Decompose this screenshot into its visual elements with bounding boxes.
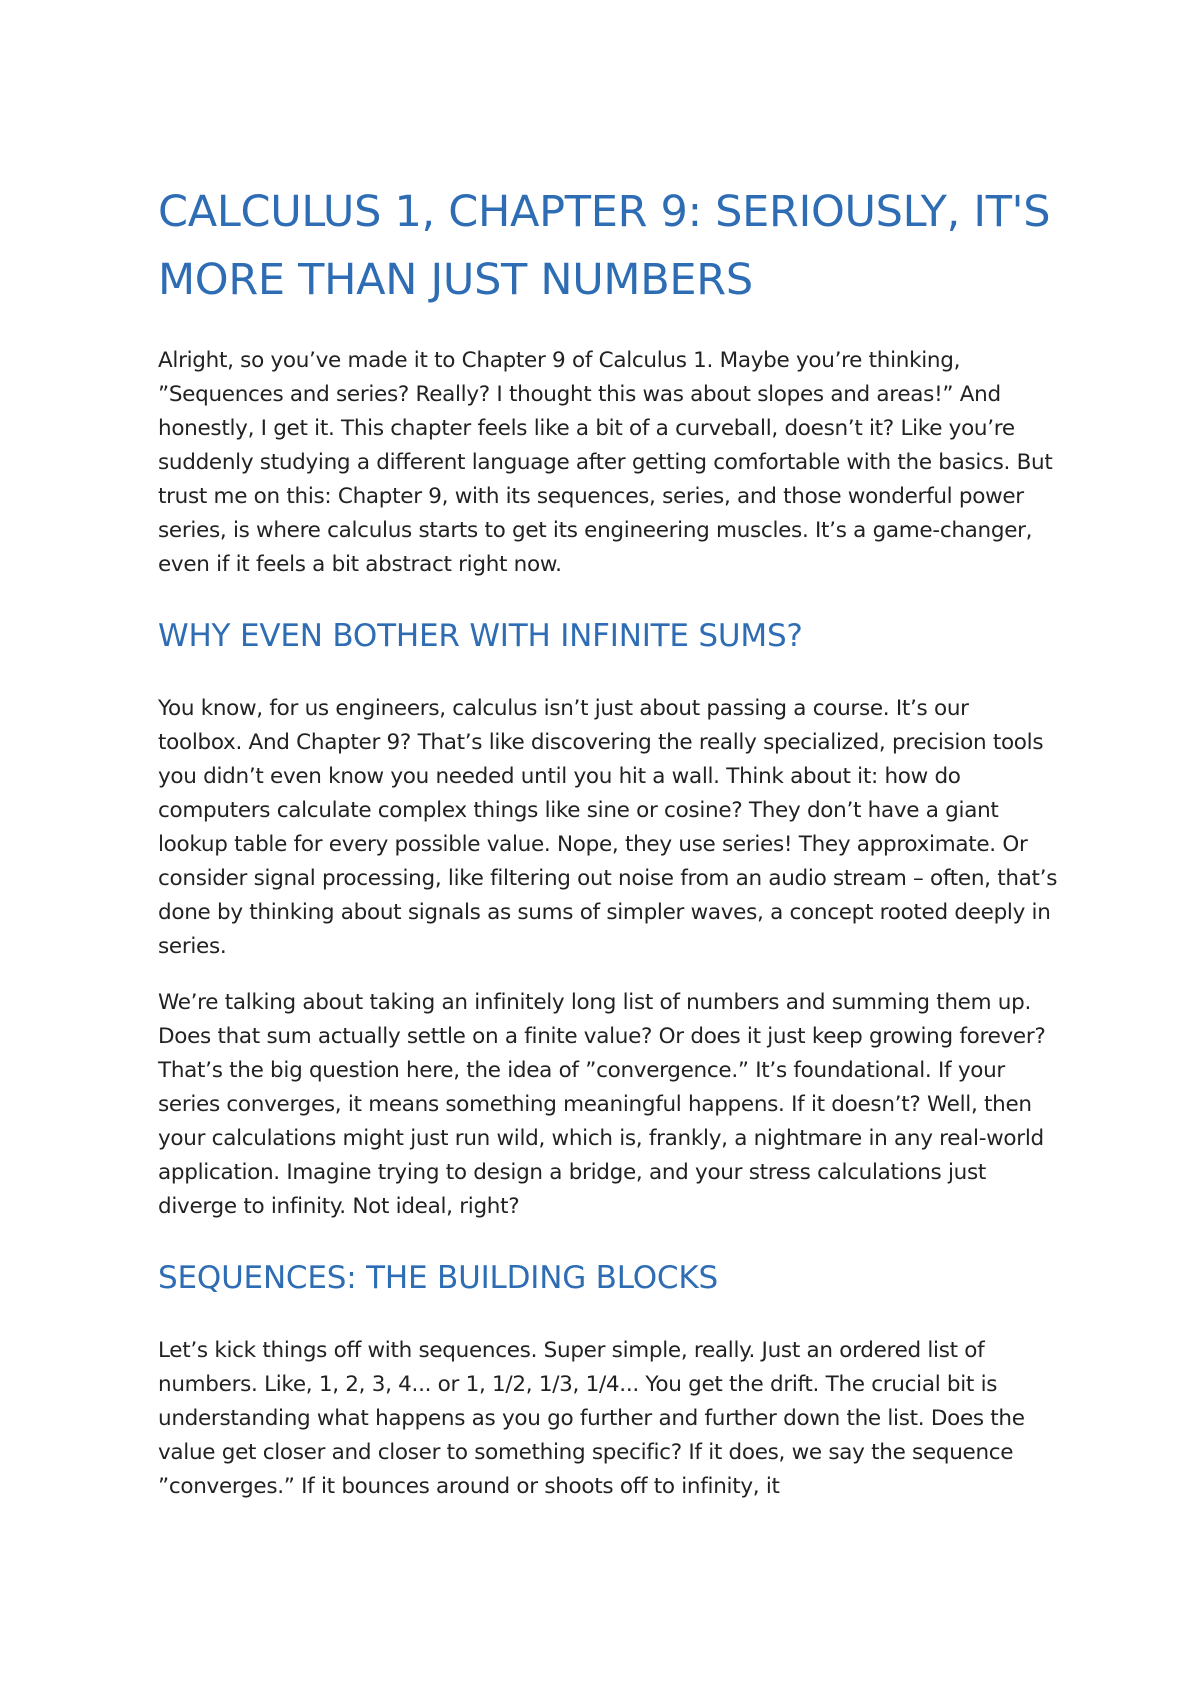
section-paragraph: You know, for us engineers, calculus isn’t just about passing a course. It’s our toolbox. And Chapter 9? That’s like discovering the really specialized, precision tools you didn’t even know you needed until you hit a wall. Think about it: how do computers calculate complex things like sine or cosine? They don’t have a giant lookup table for every possible value. Nope, they use series! They approximate. Or consider signal processing, like filtering out noise from an audio stream – often, that’s done by thinking about signals as sums of simpler waves, a concept rooted deeply in series. <box>158 696 1058 959</box>
document-page <box>158 178 1058 1504</box>
section-paragraph: We’re talking about taking an infinitely long list of numbers and summing them up. Does that sum actually settle on a finite value? Or does it just keep growing forever? That’s the big question here, the idea of ”convergence.” It’s foundational. If your series converges, it means something meaningful happens. If it doesn’t? Well, then your calculations might just run wild, which is, frankly, a nightmare in any real-world application. Imagine trying to design a bridge, and your stress calculations just diverge to infinity. Not ideal, right? <box>158 990 1046 1219</box>
section-heading-sequences: SEQUENCES: THE BUILDING BLOCKS <box>158 1260 718 1296</box>
section-paragraph: Let’s kick things off with sequences. Super simple, really. Just an ordered list of numbers. Like, 1, 2, 3, 4... or 1, 1/2, 1/3, 1/4... You get the drift. The crucial bit is understanding what happens as you go further and further down the list. Does the value get closer and closer to something specific? If it does, we say the sequence ”converges.” If it bounces around or shoots off to infinity, it <box>158 1338 1025 1499</box>
section-heading-infinite-sums: WHY EVEN BOTHER WITH INFINITE SUMS? <box>158 618 803 654</box>
intro-paragraph: Alright, so you’ve made it to Chapter 9 of Calculus 1. Maybe you’re thinking, ”Sequences and series? Really? I thought this was about slopes and areas!” And honestly, I get it. This chapter feels like a bit of a curveball, doesn’t it? Like you’re suddenly studying a different language after getting comfortable with the basics. But trust me on this: Chapter 9, with its sequences, series, and those wonderful power series, is where calculus starts to get its engineering muscles. It’s a game-changer, even if it feels a bit abstract right now. <box>158 348 1053 577</box>
document-title: CALCULUS 1, CHAPTER 9: SERIOUSLY, IT'S MORE THAN JUST NUMBERS <box>158 187 1051 305</box>
